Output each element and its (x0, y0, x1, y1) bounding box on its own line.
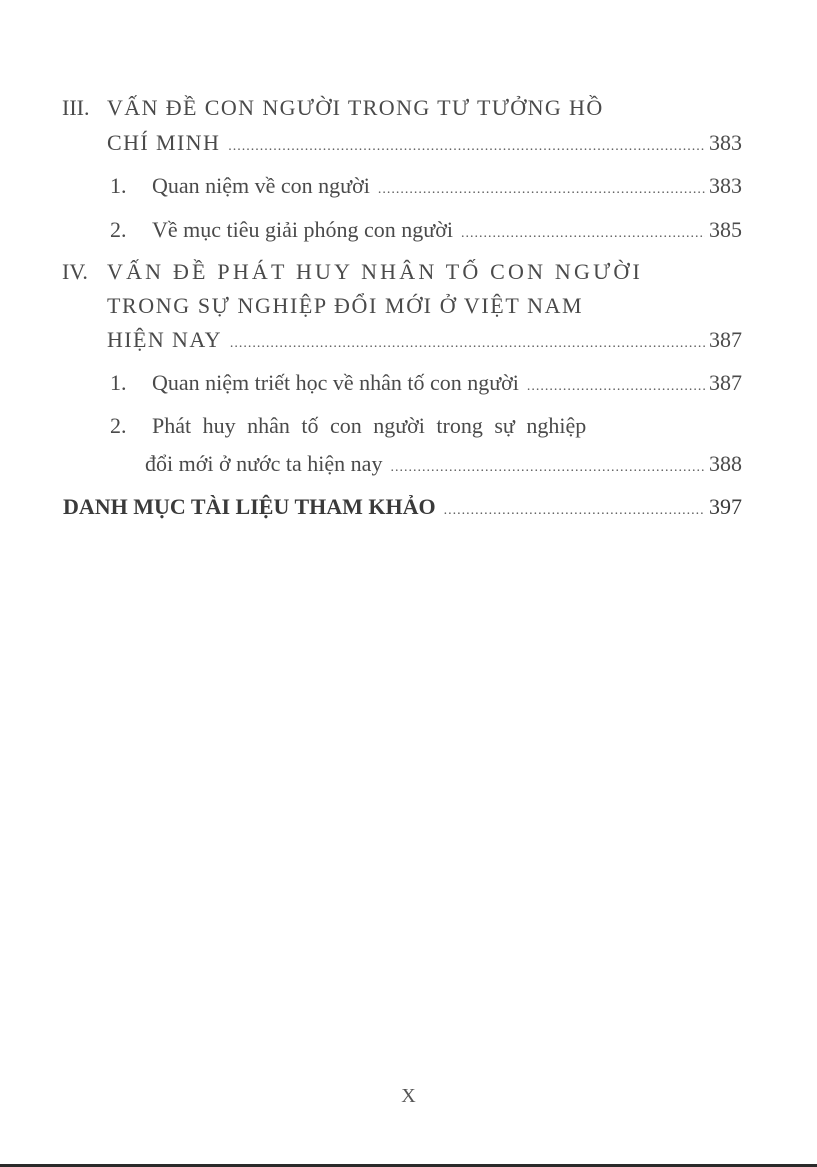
dot-leader (444, 498, 705, 524)
section-4-title-line3: HIỆN NAY (107, 327, 222, 352)
dot-leader (390, 455, 705, 481)
item-3-2-number: 2. (110, 217, 127, 242)
item-4-2-page: 388 (709, 451, 742, 476)
item-4-1-number: 1. (110, 370, 127, 395)
item-3-1-number: 1. (110, 173, 127, 198)
item-4-1-page: 387 (709, 370, 742, 395)
item-4-2-title-line2: đổi mới ở nước ta hiện nay (145, 451, 383, 476)
section-3-page: 383 (709, 130, 742, 155)
dot-leader (228, 134, 705, 160)
section-3-entry (107, 130, 742, 160)
section-4-title-line2: TRONG SỰ NGHIỆP ĐỔI MỚI Ở VIỆT NAM (107, 293, 584, 318)
item-4-1-title: Quan niệm triết học về nhân tố con người (152, 370, 519, 395)
section-3-title-line2: CHÍ MINH (107, 130, 221, 155)
section-3-numeral: III. (62, 95, 90, 120)
item-3-2-page: 385 (709, 217, 742, 242)
dot-leader (461, 221, 705, 247)
dot-leader (230, 331, 705, 357)
references-page: 397 (709, 494, 742, 519)
item-4-2-number: 2. (110, 413, 127, 438)
item-3-1-title: Quan niệm về con người (152, 173, 370, 198)
section-4-title-line1: VẤN ĐỀ PHÁT HUY NHÂN TỐ CON NGƯỜI (107, 259, 643, 284)
references-title: DANH MỤC TÀI LIỆU THAM KHẢO (63, 494, 436, 519)
item-4-1-entry (152, 370, 742, 400)
page-number: X (401, 1085, 416, 1107)
item-3-2-entry (152, 217, 742, 247)
item-3-1-entry (152, 173, 742, 203)
section-4-entry (107, 327, 742, 357)
dot-leader (527, 374, 705, 400)
dot-leader (378, 177, 705, 203)
references-entry (63, 494, 742, 524)
section-4-page: 387 (709, 327, 742, 352)
item-4-2-entry (145, 451, 742, 481)
item-4-2-title-line1: Phát huy nhân tố con người trong sự nghiệp (152, 413, 587, 438)
section-3-title-line1: VẤN ĐỀ CON NGƯỜI TRONG TƯ TƯỞNG HỒ (107, 95, 604, 120)
item-3-2-title: Về mục tiêu giải phóng con người (152, 217, 453, 242)
section-4-numeral: IV. (62, 259, 88, 284)
item-3-1-page: 383 (709, 173, 742, 198)
